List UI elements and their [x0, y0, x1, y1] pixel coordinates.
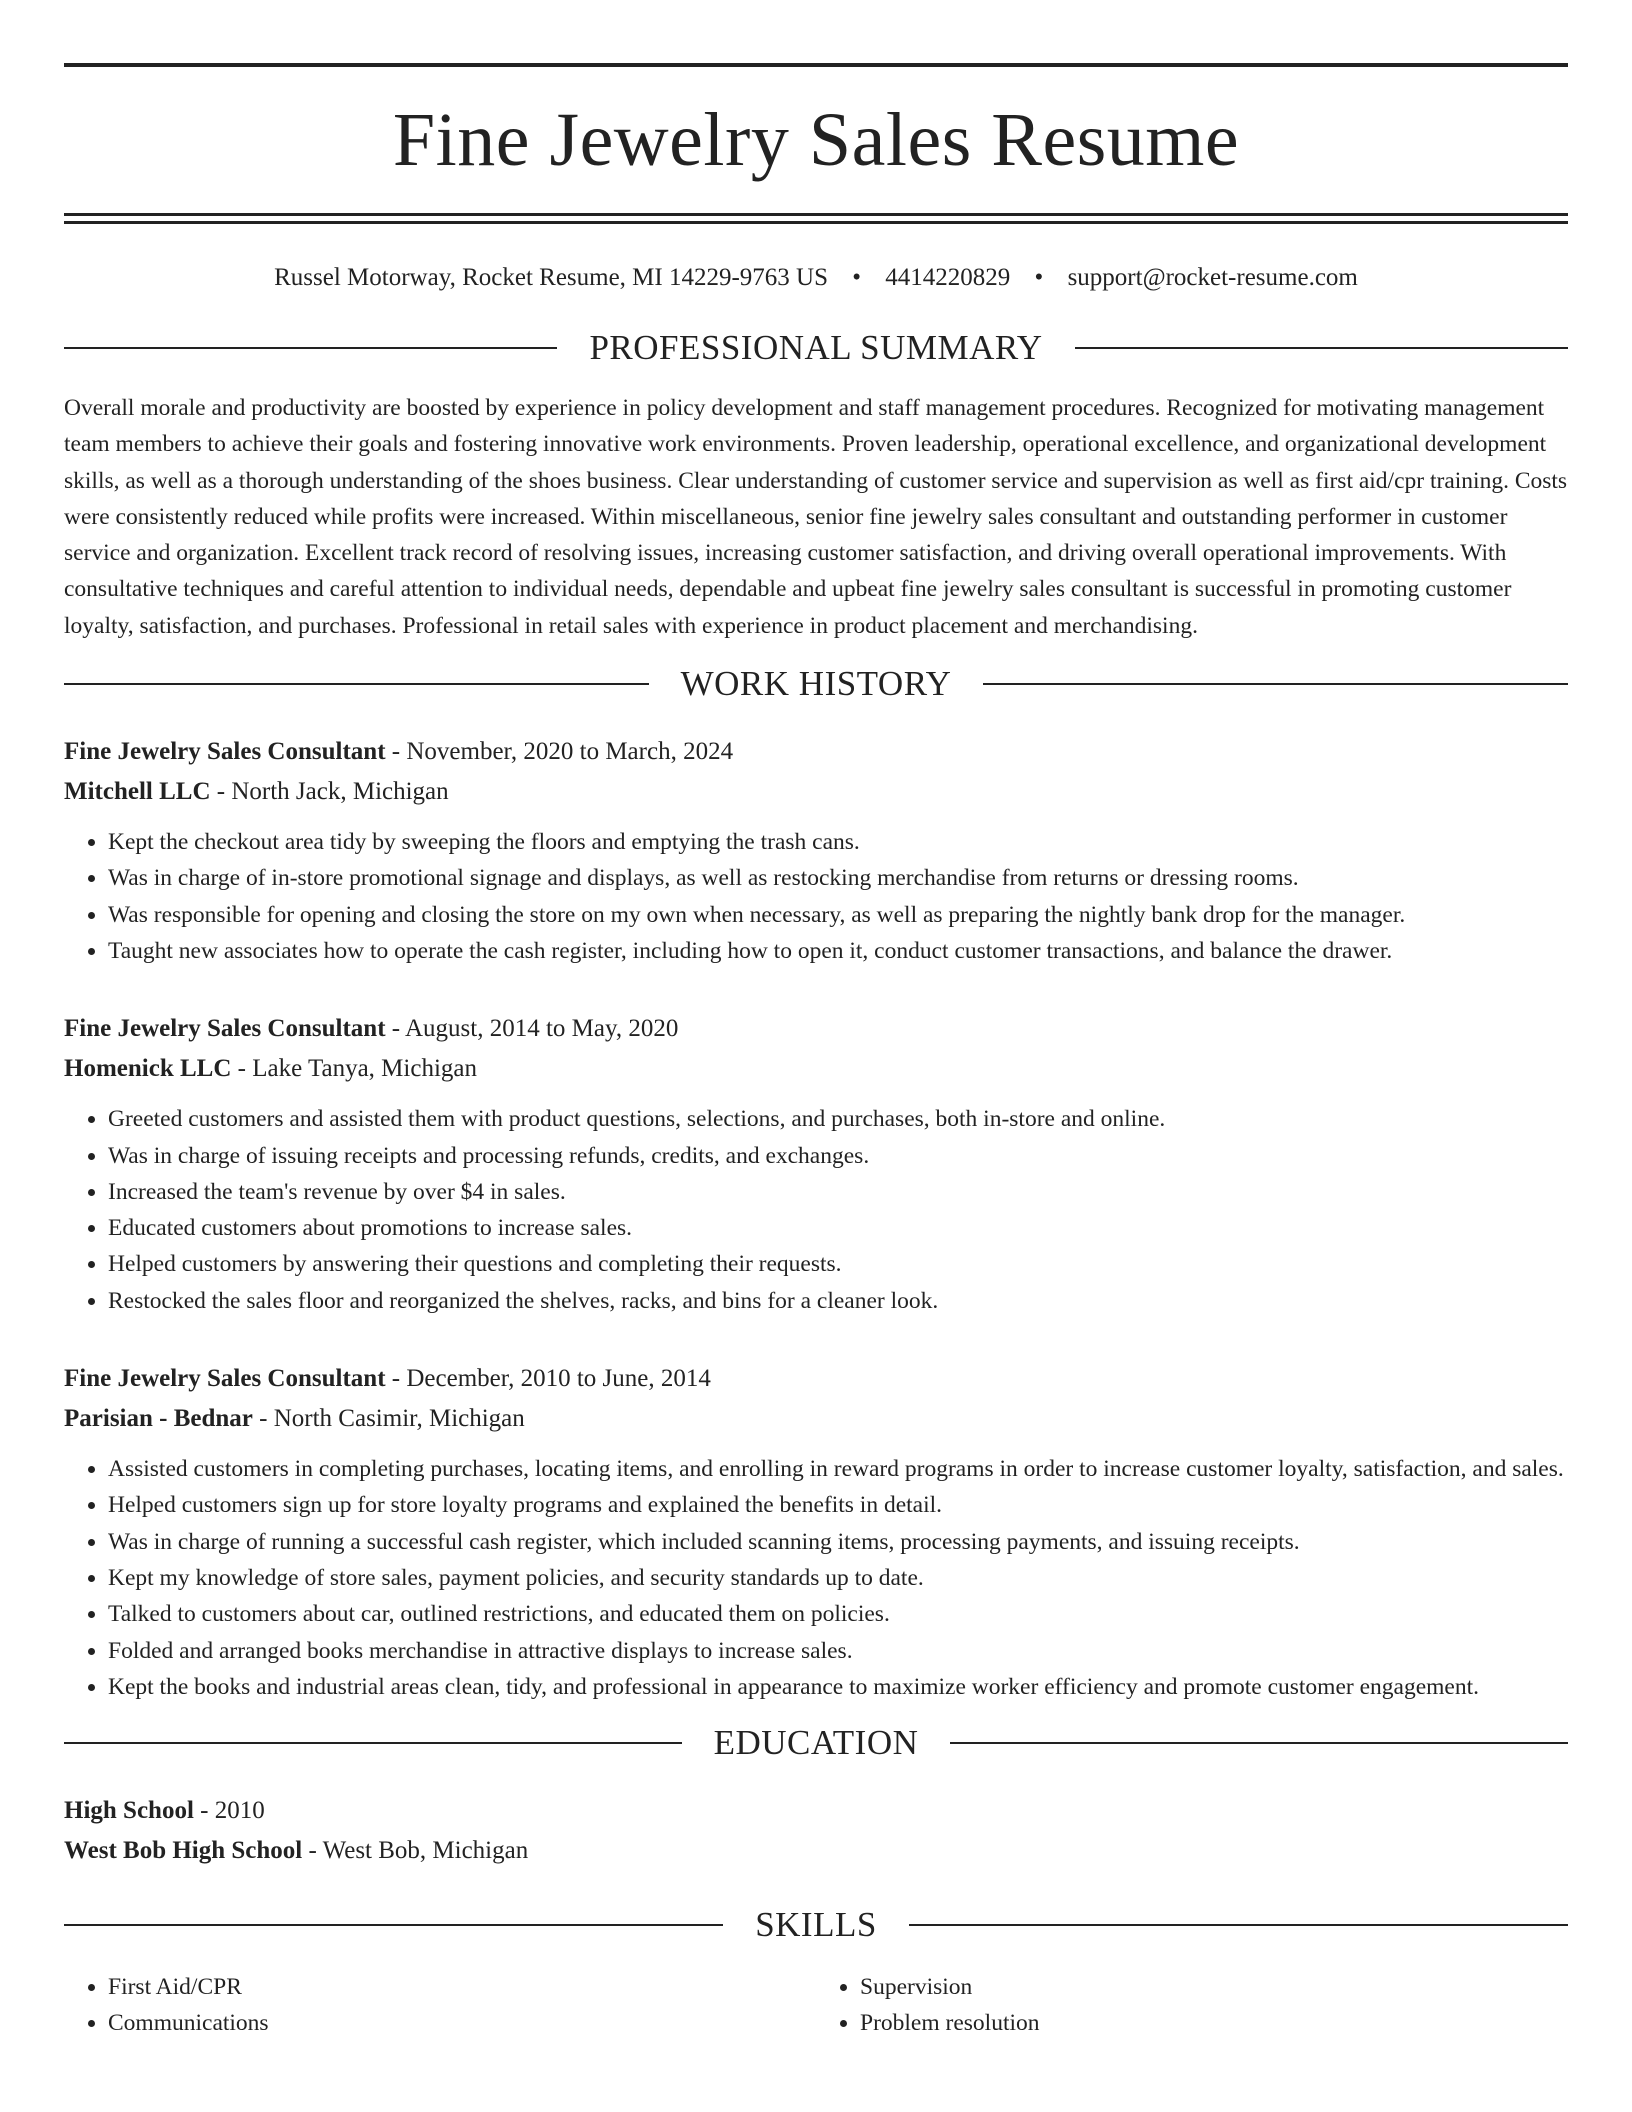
job-bullet: • Restocked the sales floor and reorganized the shelves, racks, and bins for a cleaner look. [108, 1283, 1568, 1319]
job-company-line [64, 1399, 1568, 1439]
job-bullets [64, 1101, 1568, 1319]
skill-item: • Problem resolution [860, 2005, 1568, 2041]
job-company: Homenick LLC [64, 1055, 232, 1083]
job-bullet: • Increased the team's revenue by over $4 in sales. [108, 1174, 1568, 1210]
education-degree-line [64, 1791, 1568, 1831]
job-bullet: • Helped customers by answering their questions and completing their requests. [108, 1246, 1568, 1282]
skills-list [64, 1969, 1568, 2042]
job-location: - North Casimir, Michigan [252, 1405, 525, 1433]
title-bottom-rule-1 [64, 213, 1568, 216]
heading-rule-left [64, 1742, 682, 1744]
job-entry [64, 1359, 1568, 1705]
heading-rule-right [909, 1924, 1568, 1926]
contact-separator: • [1034, 264, 1044, 291]
job-bullet: • Educated customers about promotions to increase sales. [108, 1210, 1568, 1246]
job-bullet: • Taught new associates how to operate the cash register, including how to open it, conduct customer transactions, and balance the drawer. [108, 933, 1568, 969]
skills-column-left [64, 1969, 816, 2042]
education-section-heading [64, 1715, 1568, 1771]
job-title: Fine Jewelry Sales Consultant [64, 1015, 386, 1043]
job-company-line [64, 1049, 1568, 1089]
job-bullet: • Was in charge of in-store promotional signage and displays, as well as restocking merchandise from returns or dressing rooms. [108, 860, 1568, 896]
job-company: Parisian - Bednar [64, 1405, 253, 1433]
education-school-line [64, 1831, 1568, 1871]
contact-line [64, 258, 1568, 298]
job-dates: - November, 2020 to March, 2024 [385, 738, 734, 766]
skill-item: • Communications [108, 2005, 816, 2041]
resume-title: Fine Jewelry Sales Resume [392, 98, 1240, 182]
education-heading-label: EDUCATION [713, 1723, 919, 1763]
job-bullet: • Assisted customers in completing purchases, locating items, and enrolling in reward programs in order to increase customer loyalty, satisfaction, and sales. [108, 1451, 1568, 1487]
job-title-line [64, 1359, 1568, 1399]
education-school: West Bob High School [64, 1837, 303, 1865]
contact-address: Russel Motorway, Rocket Resume, MI 14229-9763 US [274, 264, 829, 291]
heading-rule-left [64, 683, 649, 685]
job-location: - Lake Tanya, Michigan [231, 1055, 477, 1083]
education-entry [64, 1791, 1568, 1871]
job-entry [64, 732, 1568, 969]
contact-email: support@rocket-resume.com [1067, 264, 1358, 291]
job-title-line [64, 732, 1568, 772]
job-title: Fine Jewelry Sales Consultant [64, 738, 386, 766]
work-section-heading [64, 656, 1568, 712]
job-bullet: • Greeted customers and assisted them with product questions, selections, and purchases, both in-store and online. [108, 1101, 1568, 1137]
job-bullet: • Was in charge of running a successful cash register, which included scanning items, processing payments, and issuing receipts. [108, 1524, 1568, 1560]
job-title: Fine Jewelry Sales Consultant [64, 1365, 386, 1393]
job-bullet: • Was in charge of issuing receipts and processing refunds, credits, and exchanges. [108, 1138, 1568, 1174]
resume-page [64, 0, 1568, 2042]
job-bullet: • Kept the checkout area tidy by sweeping the floors and emptying the trash cans. [108, 824, 1568, 860]
job-bullet: • Kept my knowledge of store sales, payment policies, and security standards up to date. [108, 1560, 1568, 1596]
job-bullet: • Talked to customers about car, outlined restrictions, and educated them on policies. [108, 1596, 1568, 1632]
title-bottom-rule-2 [64, 221, 1568, 224]
job-company: Mitchell LLC [64, 778, 211, 806]
education-location: - West Bob, Michigan [302, 1837, 529, 1865]
job-bullet: • Folded and arranged books merchandise in attractive displays to increase sales. [108, 1633, 1568, 1669]
contact-phone: 4414220829 [885, 264, 1011, 291]
job-entry [64, 1009, 1568, 1319]
skill-item: • First Aid/CPR [108, 1969, 816, 2005]
summary-section-heading [64, 320, 1568, 376]
skills-section-heading [64, 1897, 1568, 1953]
contact-separator: • [852, 264, 862, 291]
skills-column-right [816, 1969, 1568, 2042]
skill-item: • Supervision [860, 1969, 1568, 2005]
skills-heading-label: SKILLS [755, 1905, 877, 1945]
job-bullet: • Helped customers sign up for store loyalty programs and explained the benefits in detail. [108, 1487, 1568, 1523]
heading-rule-left [64, 1924, 723, 1926]
education-year: - 2010 [193, 1797, 265, 1825]
heading-rule-right [950, 1742, 1568, 1744]
job-location: - North Jack, Michigan [210, 778, 449, 806]
education-degree: High School [64, 1797, 194, 1825]
job-bullets [64, 1451, 1568, 1705]
job-company-line [64, 772, 1568, 812]
job-bullet: • Was responsible for opening and closing the store on my own when necessary, as well as preparing the nightly bank drop for the manager. [108, 897, 1568, 933]
job-bullet: • Kept the books and industrial areas clean, tidy, and professional in appearance to maximize worker efficiency and promote customer engagement. [108, 1669, 1568, 1705]
job-dates: - August, 2014 to May, 2020 [385, 1015, 679, 1043]
job-dates: - December, 2010 to June, 2014 [385, 1365, 711, 1393]
job-title-line [64, 1009, 1568, 1049]
heading-rule-right [1075, 347, 1568, 349]
work-heading-label: WORK HISTORY [680, 664, 952, 704]
heading-rule-left [64, 347, 557, 349]
summary-heading-label: PROFESSIONAL SUMMARY [589, 328, 1043, 367]
job-bullets [64, 824, 1568, 969]
summary-paragraph: Overall morale and productivity are boosted by experience in policy development and staff management procedures. Recognized for motivating management team members to achieve their goals and fostering innovative work environments. Proven leadership, operational excellence, and organizational development skills, as well as a thorough understanding of the shoes business. Clear understanding of customer service and supervision as well as first aid/cpr training. Costs were consistently reduced while profits were increased. Within miscellaneous, senior fine jewelry sales consultant and outstanding performer in customer service and organization. Excellent track record of resolving issues, increasing customer satisfaction, and driving overall operational improvements. With consultative techniques and careful attention to individual needs, dependable and upbeat fine jewelry sales consultant is successful in promoting customer loyalty, satisfaction, and purchases. Professional in retail sales with experience in product placement and merchandising. [64, 395, 1568, 639]
heading-rule-right [983, 683, 1568, 685]
